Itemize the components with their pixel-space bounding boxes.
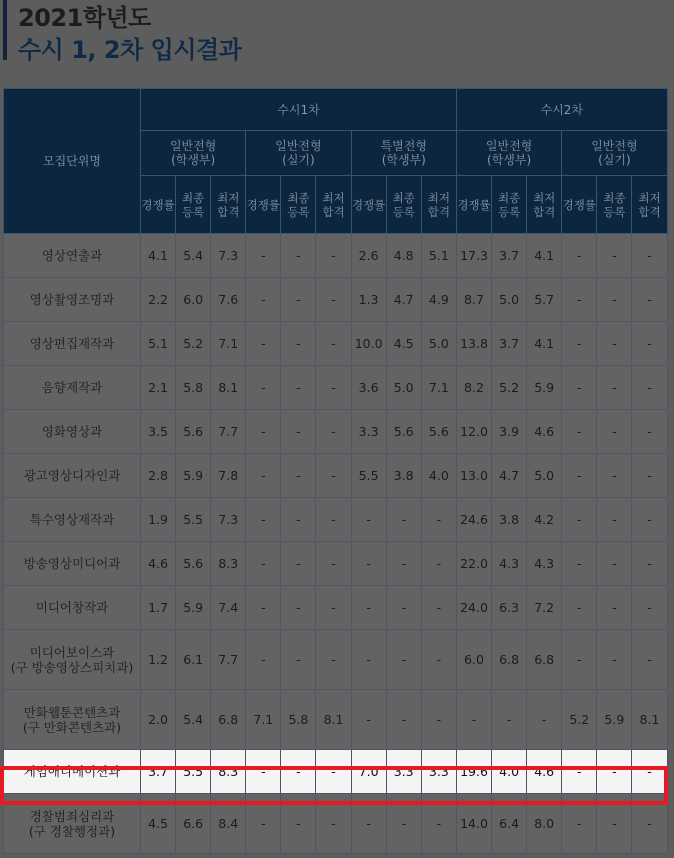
- value-cell: -: [632, 750, 667, 794]
- value-cell: 5.4: [176, 234, 211, 278]
- value-cell: -: [351, 542, 386, 586]
- value-cell: -: [246, 586, 281, 630]
- value-cell: 7.3: [211, 234, 246, 278]
- value-cell: 4.5: [141, 794, 176, 854]
- unit-name-cell: 경찰범죄심리과 (구 경찰행정과): [4, 794, 141, 854]
- value-cell: 4.1: [527, 234, 562, 278]
- value-cell: -: [562, 630, 597, 690]
- value-cell: -: [351, 690, 386, 750]
- value-cell: 8.7: [456, 278, 491, 322]
- value-cell: -: [281, 750, 316, 794]
- value-cell: 10.0: [351, 322, 386, 366]
- value-cell: 3.6: [351, 366, 386, 410]
- value-cell: 3.8: [492, 498, 527, 542]
- header-metric-3-0: 경쟁률: [456, 176, 491, 234]
- value-cell: 5.0: [492, 278, 527, 322]
- value-cell: -: [597, 322, 632, 366]
- value-cell: 4.6: [527, 410, 562, 454]
- value-cell: -: [281, 586, 316, 630]
- header-metric-4-1: 최종 등록: [597, 176, 632, 234]
- value-cell: 8.3: [211, 542, 246, 586]
- value-cell: 4.6: [141, 542, 176, 586]
- header-group-2: 특별전형 (학생부): [351, 131, 456, 176]
- value-cell: -: [351, 794, 386, 854]
- table-row: [4, 586, 668, 630]
- header-metric-4-2: 최저 합격: [632, 176, 667, 234]
- value-cell: 5.9: [176, 454, 211, 498]
- value-cell: -: [421, 630, 456, 690]
- table-row: [4, 542, 668, 586]
- value-cell: -: [316, 410, 351, 454]
- value-cell: 7.1: [246, 690, 281, 750]
- value-cell: -: [632, 234, 667, 278]
- unit-name-cell: 광고영상디자인과: [4, 454, 141, 498]
- unit-name-cell: 음향제작과: [4, 366, 141, 410]
- value-cell: -: [246, 366, 281, 410]
- header-metric-2-1: 최종 등록: [386, 176, 421, 234]
- value-cell: -: [281, 234, 316, 278]
- title-accent-bar: [3, 0, 7, 60]
- value-cell: -: [421, 690, 456, 750]
- header-group-4: 일반전형 (실기): [562, 131, 667, 176]
- value-cell: 2.8: [141, 454, 176, 498]
- value-cell: -: [597, 410, 632, 454]
- header-metric-2-2: 최저 합격: [421, 176, 456, 234]
- value-cell: 5.9: [597, 690, 632, 750]
- value-cell: -: [316, 278, 351, 322]
- value-cell: -: [246, 278, 281, 322]
- value-cell: 5.1: [421, 234, 456, 278]
- value-cell: -: [281, 630, 316, 690]
- value-cell: 7.2: [527, 586, 562, 630]
- value-cell: -: [316, 542, 351, 586]
- value-cell: 7.1: [421, 366, 456, 410]
- value-cell: 3.9: [492, 410, 527, 454]
- value-cell: -: [281, 322, 316, 366]
- value-cell: -: [632, 410, 667, 454]
- unit-name-cell: 영상편집제작과: [4, 322, 141, 366]
- value-cell: -: [562, 366, 597, 410]
- value-cell: -: [562, 794, 597, 854]
- value-cell: 4.8: [386, 234, 421, 278]
- header-group-3: 일반전형 (학생부): [456, 131, 561, 176]
- value-cell: 5.9: [527, 366, 562, 410]
- value-cell: -: [562, 542, 597, 586]
- value-cell: -: [316, 794, 351, 854]
- value-cell: -: [246, 454, 281, 498]
- value-cell: 8.1: [211, 366, 246, 410]
- value-cell: -: [316, 322, 351, 366]
- value-cell: -: [386, 498, 421, 542]
- value-cell: 4.7: [386, 278, 421, 322]
- unit-name-cell: 미디어창작과: [4, 586, 141, 630]
- value-cell: -: [246, 794, 281, 854]
- value-cell: -: [351, 586, 386, 630]
- value-cell: -: [632, 278, 667, 322]
- value-cell: -: [281, 794, 316, 854]
- value-cell: -: [597, 586, 632, 630]
- value-cell: -: [281, 542, 316, 586]
- value-cell: 7.3: [211, 498, 246, 542]
- value-cell: 4.7: [492, 454, 527, 498]
- header-metric-2-0: 경쟁률: [351, 176, 386, 234]
- value-cell: 22.0: [456, 542, 491, 586]
- value-cell: -: [597, 794, 632, 854]
- value-cell: 3.7: [492, 234, 527, 278]
- table-row: [4, 690, 668, 750]
- value-cell: -: [632, 542, 667, 586]
- header-unit-name: 모집단위명: [4, 89, 141, 234]
- table-row: [4, 366, 668, 410]
- value-cell: 5.1: [141, 322, 176, 366]
- value-cell: -: [632, 794, 667, 854]
- value-cell: -: [597, 454, 632, 498]
- value-cell: 13.8: [456, 322, 491, 366]
- value-cell: 6.6: [176, 794, 211, 854]
- value-cell: -: [597, 278, 632, 322]
- value-cell: -: [316, 454, 351, 498]
- value-cell: 6.8: [527, 630, 562, 690]
- value-cell: 3.3: [386, 750, 421, 794]
- year-title: 2021학년도: [18, 4, 151, 32]
- value-cell: -: [386, 690, 421, 750]
- value-cell: -: [597, 234, 632, 278]
- value-cell: -: [316, 366, 351, 410]
- value-cell: -: [632, 498, 667, 542]
- value-cell: 4.1: [141, 234, 176, 278]
- value-cell: 5.2: [562, 690, 597, 750]
- value-cell: 5.5: [176, 498, 211, 542]
- value-cell: 19.6: [456, 750, 491, 794]
- admission-results-table: [3, 88, 668, 854]
- header-metric-0-0: 경쟁률: [141, 176, 176, 234]
- value-cell: 4.5: [386, 322, 421, 366]
- value-cell: -: [316, 234, 351, 278]
- value-cell: 7.4: [211, 586, 246, 630]
- value-cell: 8.3: [211, 750, 246, 794]
- value-cell: 8.1: [632, 690, 667, 750]
- value-cell: 5.8: [176, 366, 211, 410]
- value-cell: -: [246, 322, 281, 366]
- value-cell: 2.2: [141, 278, 176, 322]
- value-cell: -: [456, 690, 491, 750]
- header-metric-1-1: 최종 등록: [281, 176, 316, 234]
- value-cell: -: [386, 542, 421, 586]
- value-cell: 5.6: [421, 410, 456, 454]
- unit-name-cell: 영화영상과: [4, 410, 141, 454]
- header-round-1: 수시1차: [141, 89, 457, 131]
- table-row: [4, 322, 668, 366]
- value-cell: 7.7: [211, 410, 246, 454]
- value-cell: -: [421, 586, 456, 630]
- value-cell: -: [316, 750, 351, 794]
- unit-name-cell: 특수영상제작과: [4, 498, 141, 542]
- value-cell: -: [316, 586, 351, 630]
- header-metric-1-0: 경쟁률: [246, 176, 281, 234]
- value-cell: -: [386, 794, 421, 854]
- value-cell: 4.3: [527, 542, 562, 586]
- value-cell: 5.7: [527, 278, 562, 322]
- unit-name-cell: 미디어보이스과 (구 방송영상스피치과): [4, 630, 141, 690]
- value-cell: 13.0: [456, 454, 491, 498]
- value-cell: 6.8: [211, 690, 246, 750]
- value-cell: -: [597, 366, 632, 410]
- value-cell: -: [421, 794, 456, 854]
- value-cell: -: [281, 366, 316, 410]
- value-cell: 3.7: [141, 750, 176, 794]
- value-cell: 6.3: [492, 586, 527, 630]
- value-cell: -: [632, 586, 667, 630]
- header-metric-4-0: 경쟁률: [562, 176, 597, 234]
- value-cell: 3.3: [351, 410, 386, 454]
- page-subtitle: 수시 1, 2차 입시결과: [18, 36, 242, 64]
- value-cell: -: [597, 498, 632, 542]
- value-cell: -: [597, 630, 632, 690]
- value-cell: -: [597, 542, 632, 586]
- value-cell: 5.5: [176, 750, 211, 794]
- table-row: [4, 794, 668, 854]
- value-cell: 4.9: [421, 278, 456, 322]
- value-cell: 5.2: [492, 366, 527, 410]
- unit-name-cell: 영상촬영조명과: [4, 278, 141, 322]
- value-cell: -: [492, 690, 527, 750]
- unit-name-cell: 게임애니메이션과: [4, 750, 141, 794]
- value-cell: -: [351, 630, 386, 690]
- value-cell: 2.0: [141, 690, 176, 750]
- value-cell: 5.0: [527, 454, 562, 498]
- value-cell: 24.6: [456, 498, 491, 542]
- value-cell: 5.6: [176, 410, 211, 454]
- value-cell: -: [281, 454, 316, 498]
- value-cell: 5.2: [176, 322, 211, 366]
- value-cell: -: [281, 278, 316, 322]
- table-row-highlighted: [4, 750, 668, 794]
- value-cell: 2.6: [351, 234, 386, 278]
- value-cell: 3.3: [421, 750, 456, 794]
- value-cell: -: [562, 234, 597, 278]
- value-cell: -: [351, 498, 386, 542]
- table-row: [4, 234, 668, 278]
- value-cell: -: [316, 498, 351, 542]
- value-cell: 7.1: [211, 322, 246, 366]
- table-row: [4, 454, 668, 498]
- value-cell: 5.0: [421, 322, 456, 366]
- table-row: [4, 498, 668, 542]
- value-cell: 3.7: [492, 322, 527, 366]
- value-cell: -: [632, 454, 667, 498]
- page-header: [0, 0, 674, 88]
- value-cell: 1.7: [141, 586, 176, 630]
- value-cell: -: [246, 234, 281, 278]
- value-cell: 4.0: [492, 750, 527, 794]
- value-cell: 2.1: [141, 366, 176, 410]
- value-cell: -: [632, 366, 667, 410]
- value-cell: 1.3: [351, 278, 386, 322]
- value-cell: -: [562, 322, 597, 366]
- header-group-0: 일반전형 (학생부): [141, 131, 246, 176]
- value-cell: -: [597, 750, 632, 794]
- value-cell: 6.0: [456, 630, 491, 690]
- value-cell: -: [562, 586, 597, 630]
- value-cell: 7.0: [351, 750, 386, 794]
- value-cell: 6.4: [492, 794, 527, 854]
- header-metric-3-2: 최저 합격: [527, 176, 562, 234]
- table-row: [4, 410, 668, 454]
- value-cell: -: [281, 498, 316, 542]
- value-cell: 8.0: [527, 794, 562, 854]
- value-cell: 5.6: [176, 542, 211, 586]
- value-cell: 3.8: [386, 454, 421, 498]
- value-cell: 1.9: [141, 498, 176, 542]
- value-cell: -: [562, 278, 597, 322]
- header-metric-0-1: 최종 등록: [176, 176, 211, 234]
- value-cell: 5.5: [351, 454, 386, 498]
- value-cell: 24.0: [456, 586, 491, 630]
- value-cell: -: [421, 542, 456, 586]
- value-cell: 8.1: [316, 690, 351, 750]
- value-cell: 5.6: [386, 410, 421, 454]
- value-cell: -: [386, 586, 421, 630]
- value-cell: 7.8: [211, 454, 246, 498]
- value-cell: 3.5: [141, 410, 176, 454]
- value-cell: -: [246, 630, 281, 690]
- value-cell: 4.6: [527, 750, 562, 794]
- value-cell: 6.8: [492, 630, 527, 690]
- value-cell: -: [562, 750, 597, 794]
- value-cell: -: [562, 410, 597, 454]
- value-cell: -: [246, 542, 281, 586]
- value-cell: -: [316, 630, 351, 690]
- value-cell: 5.4: [176, 690, 211, 750]
- header-metric-3-1: 최종 등록: [492, 176, 527, 234]
- value-cell: 6.0: [176, 278, 211, 322]
- value-cell: -: [562, 498, 597, 542]
- value-cell: 6.1: [176, 630, 211, 690]
- value-cell: 12.0: [456, 410, 491, 454]
- value-cell: -: [527, 690, 562, 750]
- value-cell: 4.0: [421, 454, 456, 498]
- value-cell: -: [632, 322, 667, 366]
- header-metric-0-2: 최저 합격: [211, 176, 246, 234]
- value-cell: 4.2: [527, 498, 562, 542]
- value-cell: -: [421, 498, 456, 542]
- value-cell: 5.0: [386, 366, 421, 410]
- table-row: [4, 630, 668, 690]
- value-cell: 1.2: [141, 630, 176, 690]
- value-cell: -: [246, 498, 281, 542]
- header-group-1: 일반전형 (실기): [246, 131, 351, 176]
- value-cell: -: [562, 454, 597, 498]
- value-cell: -: [281, 410, 316, 454]
- header-round-2: 수시2차: [456, 89, 667, 131]
- value-cell: 14.0: [456, 794, 491, 854]
- header-metric-1-2: 최저 합격: [316, 176, 351, 234]
- value-cell: 7.7: [211, 630, 246, 690]
- value-cell: 5.9: [176, 586, 211, 630]
- value-cell: -: [246, 750, 281, 794]
- unit-name-cell: 영상연출과: [4, 234, 141, 278]
- value-cell: 8.4: [211, 794, 246, 854]
- value-cell: -: [632, 630, 667, 690]
- value-cell: -: [386, 630, 421, 690]
- unit-name-cell: 방송영상미디어과: [4, 542, 141, 586]
- value-cell: 5.8: [281, 690, 316, 750]
- value-cell: 4.1: [527, 322, 562, 366]
- value-cell: -: [246, 410, 281, 454]
- unit-name-cell: 만화웹툰콘텐츠과 (구 만화콘텐츠과): [4, 690, 141, 750]
- value-cell: 17.3: [456, 234, 491, 278]
- value-cell: 4.3: [492, 542, 527, 586]
- table-row: [4, 278, 668, 322]
- value-cell: 7.6: [211, 278, 246, 322]
- value-cell: 8.2: [456, 366, 491, 410]
